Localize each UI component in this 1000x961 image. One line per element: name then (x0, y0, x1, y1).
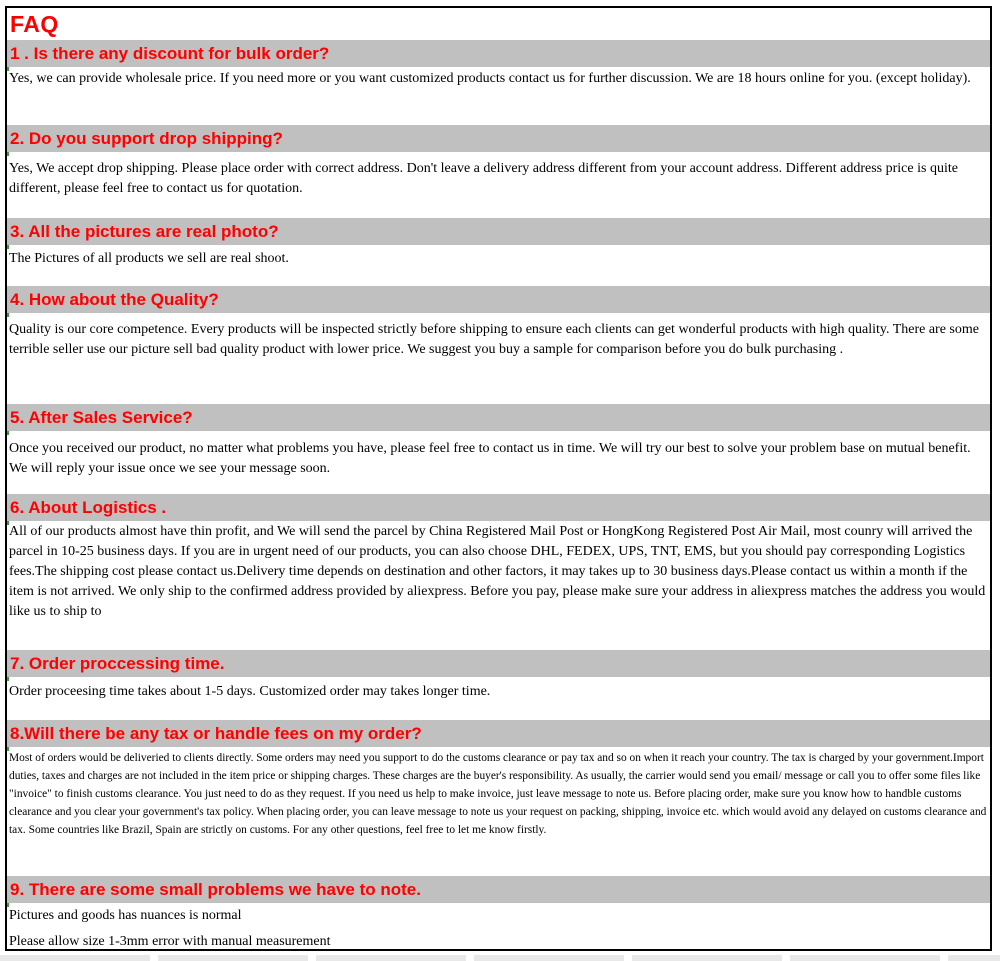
answer-text: All of our products almost have thin profit, and We will send the parcel by China Registered Mail Post or HongKong Registered Post Air Mail, most counry will arrived the parcel in 10-25 business days. If you are in urgent need of our products, you can also choose DHL, FEDEX, UPS, TNT, EMS, but you should pay corresponding Logistics fees.The shipping cost please contact us.Delivery time depends on destination and other factors, it may takes up to 30 business days.Please contact us within a month if the item is not arrived. We only ship to the confirmed address provided by aliexpress. Before you pay, please make sure your address in aliexpress matches the address you would like us to ship to (9, 524, 986, 619)
faq-answer-8 (9, 750, 990, 840)
faq-question-9: 9. There are some small problems we have to note. (7, 876, 990, 903)
faq-answer-4 (9, 320, 990, 360)
faq-question-7: 7. Order proccessing time. (7, 650, 990, 677)
page-title: FAQ (10, 11, 59, 37)
answer-text: Please allow size 1-3mm error with manual measurement (9, 934, 331, 949)
faq-question-4: 4. How about the Quality? (7, 286, 990, 313)
faq-answer-5 (9, 439, 990, 479)
faq-question-8: 8.Will there be any tax or handle fees on my order? (7, 720, 990, 747)
faq-panel (5, 6, 992, 951)
answer-text: Yes, we can provide wholesale price. If you need more or you want customized products contact us for further discussion. We are 18 hours online for you. (except holiday). (9, 71, 971, 86)
answer-text: Order proceesing time takes about 1-5 days. Customized order may takes longer time. (9, 684, 491, 699)
faq-question-6: 6. About Logistics . (7, 494, 990, 521)
answer-text: Pictures and goods has nuances is normal (9, 908, 242, 923)
faq-answer-3 (9, 249, 990, 269)
faq-question-1: 1 . Is there any discount for bulk order? (7, 40, 990, 67)
faq-question-3: 3. All the pictures are real photo? (7, 218, 990, 245)
answer-text: Quality is our core competence. Every products will be inspected strictly before shipping to ensure each clients can get wonderful products with high quality. There are some terrible seller use our picture sell bad quality product with lower price. We suggest you buy a sample for comparison before you do bulk purchasing . (9, 322, 979, 357)
faq-answer-6 (9, 522, 990, 622)
faq-question-2: 2. Do you support drop shipping? (7, 125, 990, 152)
bottom-divider (0, 955, 1000, 961)
answer-text: Once you received our product, no matter what problems you have, please feel free to contact us in time. We will try our best to solve your problem base on mutual benefit. We will reply your issue once we see your message soon. (9, 441, 971, 476)
answer-text: The Pictures of all products we sell are real shoot. (9, 251, 289, 266)
answer-text: Yes, We accept drop shipping. Please place order with correct address. Don't leave a delivery address different from your account address. Different address price is quite different, please feel free to contact us for quotation. (9, 161, 958, 196)
faq-answer-9 (9, 906, 990, 952)
faq-answer-7 (9, 682, 990, 702)
faq-answer-2 (9, 159, 990, 199)
faq-answer-1 (9, 69, 990, 89)
answer-text: Most of orders would be deliveried to clients directly. Some orders may need you support to do the customs clearance or pay tax and so on when it reach your country. The tax is charged by your government.Import duties, taxes and charges are not included in the item price or shipping charges. These charges are the buyer's responsibility. As usually, the carrier would send you email/ message or call you to offer some files like "invoice" to finish customs clearance. You just need to do as they request. If you need us help to make invoice, just leave message to note us. Before placing order, make sure you know how to handble customs clearance and you clear your government's tax policy. When placing order, you can leave message to note us your request on packing, shipping, invoice etc. which would avoid any delayed on customs clearance and tax. Some countries like Brazil, Spain are strictly on customs. For any other questions, feel free to let me know firstly. (9, 752, 987, 836)
faq-question-5: 5. After Sales Service? (7, 404, 990, 431)
